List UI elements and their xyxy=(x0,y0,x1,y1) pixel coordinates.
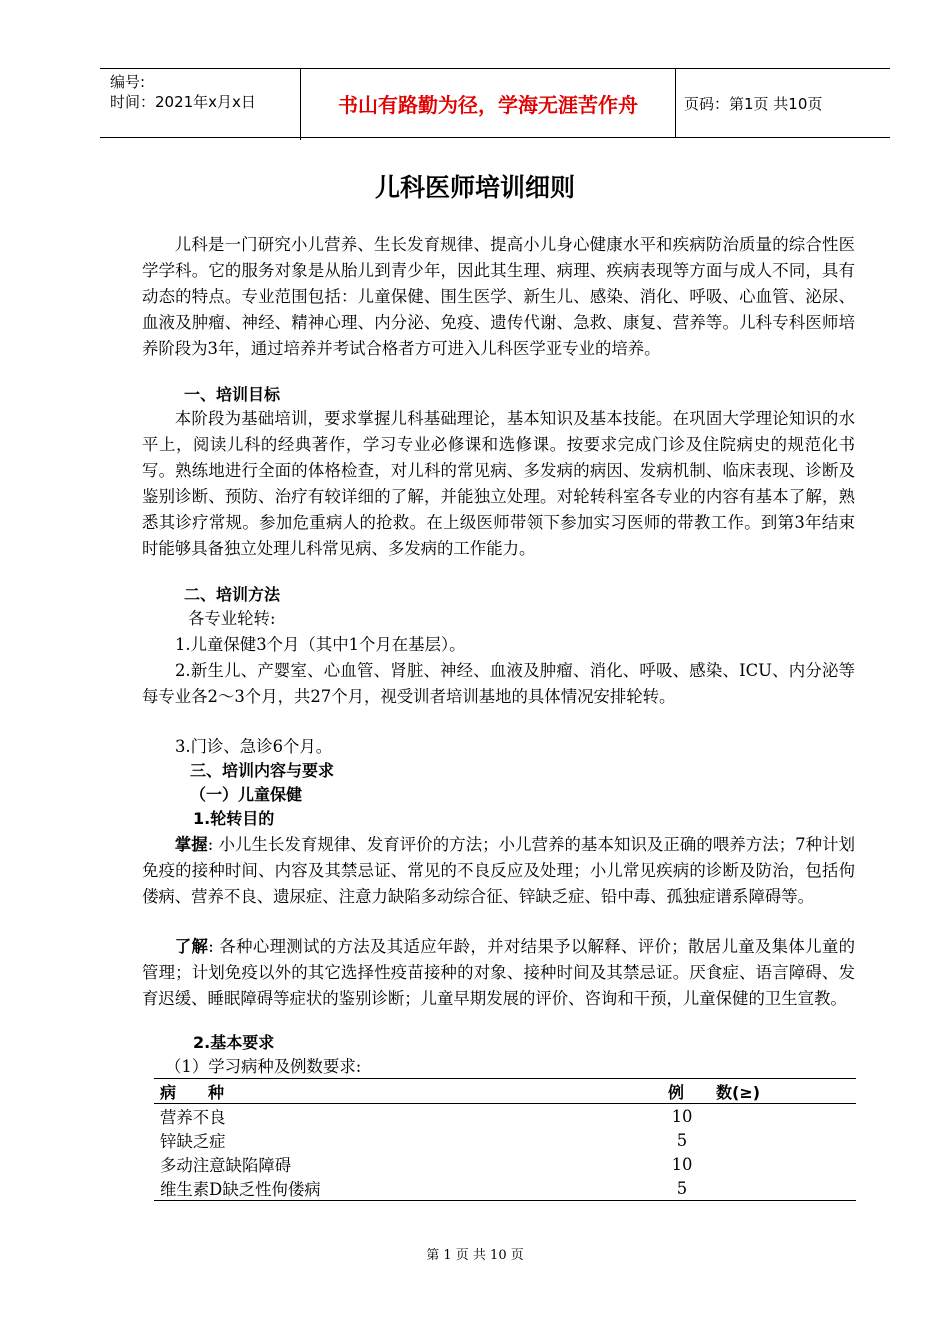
master-paragraph xyxy=(142,832,855,910)
disease-count-table xyxy=(154,1078,856,1201)
disease-cell: 多动注意缺陷障碍 xyxy=(160,1156,292,1175)
header-motto-cell xyxy=(301,69,676,137)
section1-body xyxy=(142,406,855,562)
method-item-2-text: 2.新生儿、产婴室、心血管、肾脏、神经、血液及肿瘤、消化、呼吸、感染、ICU、内分泌等每专业各2～3个月，共27个月，视受训者培训基地的具体情况安排轮转。 xyxy=(142,661,855,706)
method-item-2 xyxy=(142,658,855,710)
header-page-info: 页码：第1页 共10页 xyxy=(684,94,823,113)
document-header xyxy=(100,68,890,138)
section3-heading: 三、培训内容与要求 xyxy=(190,761,335,780)
master-label: 掌握 xyxy=(174,835,208,854)
know-text: : 各种心理测试的方法及其适应年龄，并对结果予以解释、评价；散居儿童及集体儿童的管理；计划免疫以外的其它选择性疫苗接种的对象、接种时间及其禁忌证。厌食症、语言障碍、发育迟缓、睡眠障碍等症状的鉴别诊断；儿童早期发展的评价、咨询和干预，儿童保健的卫生宣教。 xyxy=(142,937,856,1008)
table-row xyxy=(154,1152,856,1176)
document-title: 儿科医师培训细则 xyxy=(374,173,575,202)
col-disease-header: 病 种 xyxy=(160,1082,225,1102)
master-text: : 小儿生长发育规律、发育评价的方法；小儿营养的基本知识及正确的喂养方法；7种计划免疫的接种时间、内容及其禁忌证、常见的不良反应及处理；小儿常见疾病的诊断及防治，包括佝偻病、营养不良、遗尿症、注意力缺陷多动综合征、锌缺乏症、铅中毒、孤独症谱系障碍等。 xyxy=(142,835,855,906)
section2-heading: 二、培训方法 xyxy=(184,585,281,604)
know-paragraph xyxy=(142,934,855,1012)
table-header-row xyxy=(154,1079,856,1104)
rotation-label: 各专业轮转: xyxy=(188,609,276,628)
method-item-3: 3.门诊、急诊6个月。 xyxy=(175,737,333,756)
intro-text: 儿科是一门研究小儿营养、生长发育规律、提高小儿身心健康水平和疾病防治质量的综合性医学学科。它的服务对象是从胎儿到青少年，因此其生理、病理、疾病表现等方面与成人不同，具有动态的特点。专业范围包括：儿童保健、围生医学、新生儿、感染、消化、呼吸、心血管、泌尿、血液及肿瘤、神经、精神心理、内分泌、免疫、遗传代谢、急救、康复、营养等。儿科专科医师培养阶段为3年，通过培养并考试合格者方可进入儿科医学亚专业的培养。 xyxy=(142,235,855,358)
disease-cell: 维生素D缺乏性佝偻病 xyxy=(160,1180,321,1199)
section1-heading: 一、培训目标 xyxy=(184,385,281,404)
count-cell: 10 xyxy=(671,1154,693,1174)
rotation-purpose-heading: 1.轮转目的 xyxy=(193,809,275,828)
table-row xyxy=(154,1104,856,1129)
disease-cell: 锌缺乏症 xyxy=(160,1132,226,1151)
disease-cell: 营养不良 xyxy=(160,1108,226,1127)
table-row xyxy=(154,1128,856,1152)
serial-label: 编号: xyxy=(110,73,146,91)
col-count-header: 例 数(≥) xyxy=(668,1082,761,1102)
header-meta xyxy=(100,69,301,140)
time-label: 时间：2021年x月x日 xyxy=(110,93,256,111)
know-label: 了解 xyxy=(174,937,209,956)
table-caption: （1）学习病种及例数要求: xyxy=(165,1057,362,1076)
count-cell: 5 xyxy=(676,1130,688,1150)
header-motto: 书山有路勤为径，学海无涯苦作舟 xyxy=(338,92,638,117)
count-cell: 10 xyxy=(671,1106,693,1126)
table-row xyxy=(154,1176,856,1201)
method-item-1: 1.儿童保健3个月（其中1个月在基层）。 xyxy=(175,635,466,654)
intro-paragraph xyxy=(142,232,855,362)
subsection-child-health: （一）儿童保健 xyxy=(190,785,303,804)
basic-requirements-heading: 2.基本要求 xyxy=(193,1033,275,1052)
section1-text: 本阶段为基础培训，要求掌握儿科基础理论，基本知识及基本技能。在巩固大学理论知识的水平上，阅读儿科的经典著作，学习专业必修课和选修课。按要求完成门诊及住院病史的规范化书写。熟练地进行全面的体格检查，对儿科的常见病、多发病的病因、发病机制、临床表现、诊断及鉴别诊断、预防、治疗有较详细的了解，并能独立处理。对轮转科室各专业的内容有基本了解，熟悉其诊疗常规。参加危重病人的抢救。在上级医师带领下参加实习医师的带教工作。到第3年结束时能够具备独立处理儿科常见病、多发病的工作能力。 xyxy=(142,409,855,558)
page-footer: 第 1 页 共 10 页 xyxy=(426,1248,524,1263)
count-cell: 5 xyxy=(676,1178,688,1198)
